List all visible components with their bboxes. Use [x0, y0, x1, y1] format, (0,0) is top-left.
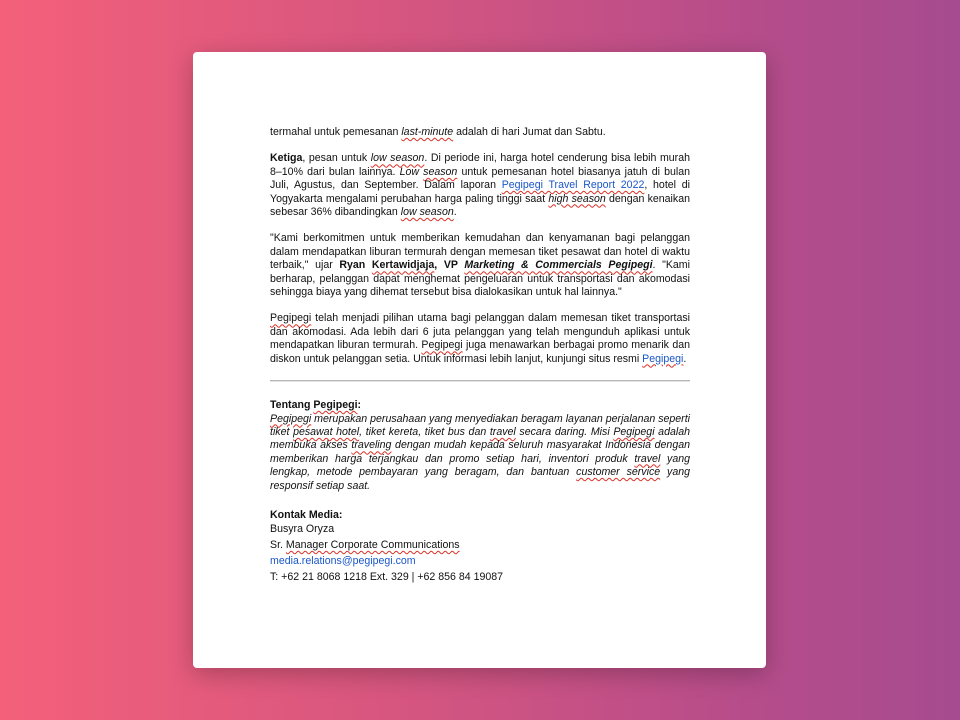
spellcheck-word[interactable]: Marketing & Commercials Pegipegi [464, 259, 653, 272]
contact-heading: Kontak Media: [270, 508, 343, 521]
document-page [193, 52, 766, 668]
spellcheck-word[interactable]: travel [489, 425, 516, 438]
text-run: . [453, 206, 457, 219]
text-run: , pesan untuk [302, 152, 371, 165]
text-run: adalah di hari Jumat dan Sabtu. [453, 126, 606, 138]
travel-report-link[interactable]: Pegipegi Travel Report 2022 [501, 179, 645, 192]
text-run: "Kami berkomitmen untuk memberikan kemudahan dan kenyamanan bagi pelanggan dalam mendapatkan liburan termurah dengan memesan tiket pesawat dan hotel di waktu terbaik," ujar [270, 232, 690, 272]
spellcheck-word[interactable]: travel [634, 452, 661, 465]
bold-title: , VP [434, 259, 465, 272]
spellcheck-word[interactable]: Pegipegi [270, 412, 312, 425]
paragraph-low-season [270, 152, 690, 219]
spellcheck-word[interactable]: high season [548, 192, 606, 205]
text-run: merupakan perusahaan yang menyediakan beragam layanan perjalanan seperti tiket [270, 412, 690, 438]
spellcheck-word[interactable]: last-minute [401, 126, 454, 138]
spellcheck-word[interactable]: Pegipegi [270, 312, 312, 325]
text-run: Sr. [270, 538, 286, 551]
spellcheck-word[interactable]: season [423, 165, 458, 178]
paragraph-quote [270, 232, 690, 299]
spellcheck-word[interactable]: pesawat hotel [293, 425, 360, 438]
text-run: dengan mudah kepada seluruh masyarakat Indonesia dengan memberikan harga terjangkau dan promo setiap hari, inventori produk [270, 439, 690, 465]
document-content [270, 126, 690, 587]
text-run: yang responsif setiap saat. [270, 466, 690, 492]
spellcheck-word[interactable]: Pegipegi [313, 399, 358, 412]
spellcheck-word[interactable]: Pegipegi [421, 339, 463, 352]
spellcheck-word[interactable]: low season [400, 206, 454, 219]
spellcheck-word[interactable]: traveling [351, 439, 392, 452]
paragraph-pegipegi [270, 312, 690, 366]
text-run: . Di periode ini, harga hotel cenderung bisa lebih murah 8–10% dari bulan lainnya. [270, 152, 690, 178]
spellcheck-word[interactable]: Pegipegi [613, 425, 655, 438]
pegipegi-site-link[interactable]: Pegipegi [642, 352, 684, 365]
about-body [270, 413, 690, 493]
media-contact [270, 509, 690, 584]
spellcheck-word[interactable]: Manager Corporate Communications [285, 538, 460, 551]
text-run: . "Kami berharap, pelanggan dapat menghemat pengeluaran untuk transportasi dan akomodasi sehingga biaya yang dihemat tersebut bisa dialokasikan untuk hal lainnya." [270, 259, 690, 299]
italic-word: Low [399, 165, 420, 178]
text-run: juga menawarkan berbagai promo menarik dan diskon untuk pelanggan setia. Untuk informasi lebih lanjut, kunjungi situs resmi [270, 339, 691, 365]
contact-role [270, 539, 690, 552]
text-run: untuk pemesanan hotel biasanya jatuh di bulan Juli, Agustus, dan September. Dalam laporan [270, 165, 690, 192]
spellcheck-word[interactable]: Kertawidjaja [371, 259, 435, 272]
text-run: adalah membuka akses [270, 425, 690, 452]
about-heading [270, 399, 690, 412]
contact-name: Busyra Oryza [270, 522, 335, 535]
contact-phone: T: +62 21 8068 1218 Ext. 329 | +62 856 84 19087 [270, 570, 504, 583]
text-run: , hotel di Yogyakarta mengalami perubahan harga paling tinggi saat [270, 179, 690, 205]
spellcheck-word[interactable]: low season [370, 152, 425, 165]
spellcheck-word[interactable]: customer service [576, 466, 661, 479]
paragraph-last-minute [270, 126, 690, 139]
horizontal-divider [270, 380, 690, 381]
text-run: termahal untuk pemesanan [270, 126, 402, 138]
text-run: , tiket kereta, tiket bus dan [359, 425, 490, 438]
text-run: Tentang [270, 399, 314, 412]
bold-lead: Ketiga [270, 152, 303, 165]
text-run: : [357, 399, 362, 412]
contact-email-link[interactable]: media.relations@pegipegi.com [270, 554, 416, 567]
text-run: secara daring. Misi [515, 425, 614, 438]
text-run: yang lengkap, metode pembayaran yang beragam, dan bantuan [270, 452, 690, 479]
text-run: telah menjadi pilihan utama bagi pelanggan dalam memesan tiket transportasi dan akomodasi. Ada lebih dari 6 juta pelanggan yang telah mengunduh aplikasi untuk mendapatkan liburan termurah. [270, 312, 690, 352]
text-run: dengan kenaikan sebesar 36% dibandingkan [270, 192, 690, 219]
bold-name: Ryan [339, 259, 372, 272]
text-run: . [683, 352, 687, 365]
